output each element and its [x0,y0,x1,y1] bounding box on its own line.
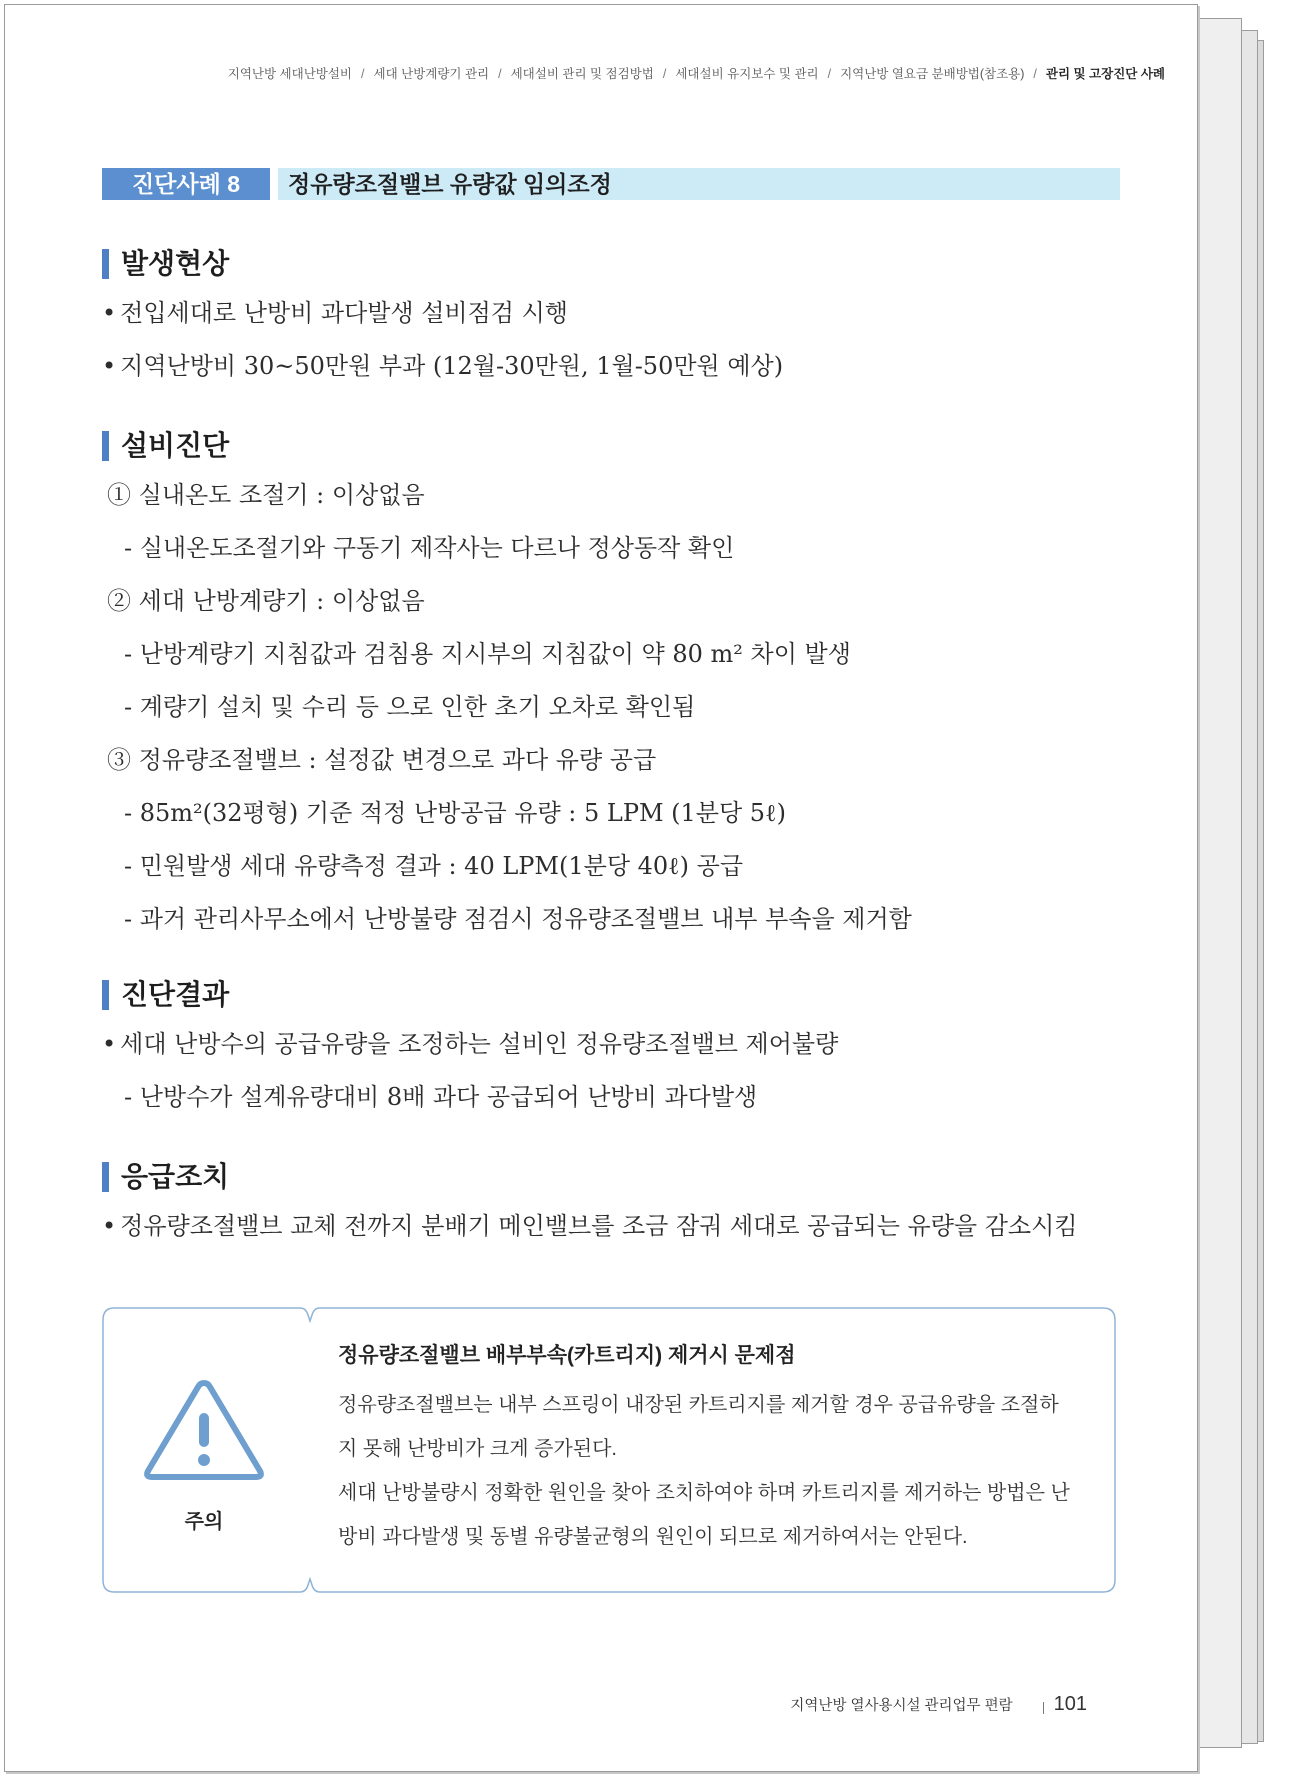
breadcrumb-item-current: 관리 및 고장진단 사례 [1045,67,1165,81]
section-bar [102,1162,109,1192]
bullet-line: • 전입세대로 난방비 과다발생 설비점검 시행 [102,287,783,340]
section-occurrence [102,247,783,393]
section-heading [102,978,838,1012]
case-title: 정유량조절밸브 유량값 임의조정 [278,168,1120,200]
footer-divider [1043,1702,1044,1714]
section-heading [102,429,912,463]
case-tag: 진단사례 8 [102,168,270,200]
section-heading-text: 발생현상 [121,248,230,279]
breadcrumb-separator: / [662,67,667,81]
page-edge [1196,18,1242,1748]
section-emergency [102,1160,1077,1253]
dash-line: - 85m²(32평형) 기준 적정 난방공급 유량 : 5 LPM (1분당 5ℓ) [124,799,786,827]
breadcrumb-item: 세대설비 유지보수 및 관리 [675,67,819,81]
caution-title: 정유량조절밸브 배부부속(카트리지) 제거시 문제점 [338,1344,796,1367]
dash-line: - 난방계량기 지침값과 검침용 지시부의 지침값이 약 80 m² 차이 발생 [124,640,851,668]
breadcrumb-item: 지역난방 세대난방설비 [227,67,353,81]
section-diagnosis [102,429,912,946]
footer-title: 지역난방 열사용시설 관리업무 편람 [790,1698,1013,1714]
breadcrumb-separator: / [827,67,832,81]
section-bar [102,980,109,1010]
breadcrumb-separator: / [361,67,365,81]
dash-line: - 과거 관리사무소에서 난방불량 점검시 정유량조절밸브 내부 부속을 제거함 [124,905,912,933]
caution-label: 주의 [184,1511,224,1533]
caution-box [102,1307,1116,1593]
dash-line: - 실내온도조절기와 구동기 제작사는 다르나 정상동작 확인 [124,534,735,562]
breadcrumb-item: 세대 난방계량기 관리 [373,67,490,81]
section-heading-text: 응급조치 [121,1161,230,1192]
breadcrumb-separator: / [1033,67,1037,81]
dash-line: - 민원발생 세대 유량측정 결과 : 40 LPM(1분당 40ℓ) 공급 [124,852,744,880]
caution-paragraph: 방비 과다발생 및 동별 유량불균형의 원인이 되므로 제거하여서는 안된다. [338,1526,968,1548]
caution-paragraph: 세대 난방불량시 정확한 원인을 찾아 조치하여야 하며 카트리지를 제거하는 방법은 난 [338,1482,1070,1504]
numbered-line: ③ 정유량조절밸브 : 설정값 변경으로 과다 유량 공급 [107,746,657,774]
warning-triangle-icon [140,1375,268,1489]
section-result [102,978,838,1124]
breadcrumb-item: 세대설비 관리 및 점검방법 [510,67,654,81]
breadcrumb [228,64,1165,82]
dash-line: - 난방수가 설계유량대비 8배 과다 공급되어 난방비 과다발생 [124,1083,758,1111]
section-heading [102,247,783,281]
section-bar [102,431,109,461]
numbered-line: ② 세대 난방계량기 : 이상없음 [107,587,425,615]
bullet-line: • 지역난방비 30~50만원 부과 (12월-30만원, 1월-50만원 예상) [102,340,783,393]
caution-body [338,1383,1093,1559]
section-heading-text: 진단결과 [121,979,230,1010]
breadcrumb-separator: / [498,67,502,81]
section-heading [102,1160,1077,1194]
caution-paragraph: 지 못해 난방비가 크게 증가된다. [338,1438,617,1460]
page-footer [790,1693,1087,1716]
breadcrumb-item: 지역난방 열요금 분배방법(참조용) [840,67,1025,81]
bullet-line: • 세대 난방수의 공급유량을 조정하는 설비인 정유량조절밸브 제어불량 [102,1018,838,1071]
page-number: 101 [1053,1693,1087,1715]
numbered-line: ① 실내온도 조절기 : 이상없음 [107,481,425,509]
case-header [102,168,1120,200]
bullet-line: • 정유량조절밸브 교체 전까지 분배기 메인밸브를 조금 잠궈 세대로 공급되는 유량을 감소시킴 [102,1200,1077,1253]
caution-paragraph: 정유량조절밸브는 내부 스프링이 내장된 카트리지를 제거할 경우 공급유량을 조절하 [338,1394,1059,1416]
section-bar [102,249,109,279]
section-heading-text: 설비진단 [121,430,230,461]
dash-line: - 계량기 설치 및 수리 등 으로 인한 초기 오차로 확인됨 [124,693,696,721]
